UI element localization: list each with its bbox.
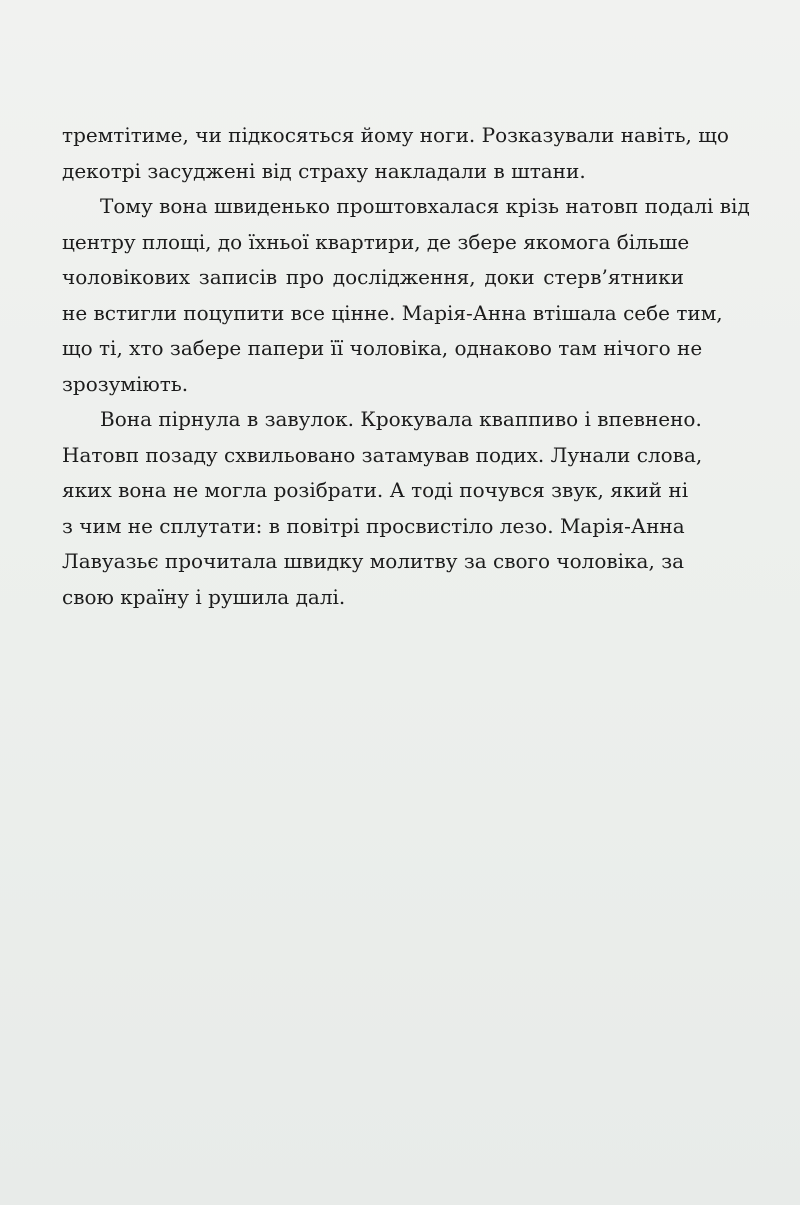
- text-line: центру площі, до їхньої квартири, де збере якомога більше: [62, 229, 690, 254]
- text-line: не встигли поцупити все цінне. Марія-Анна втішала себе тим,: [62, 300, 723, 325]
- text-line: зрозуміють.: [62, 371, 189, 396]
- text-line: свою країну і рушила далі.: [62, 584, 346, 609]
- paragraph-2: [62, 189, 750, 402]
- text-line: тремтітиме, чи підкосяться йому ноги. Розказували навіть, що: [62, 123, 729, 147]
- text-line: декотрі засуджені від страху накладали в штани.: [62, 158, 586, 183]
- text-line: Лавуазьє прочитала швидку молитву за свого чоловіка, за: [62, 549, 685, 573]
- text-line: чоловікових записів про дослідження, доки стерв’ятники: [62, 265, 684, 289]
- body-text: [62, 118, 750, 615]
- text-line: яких вона не могла розібрати. А тоді почувся звук, який ні: [62, 478, 689, 502]
- paragraph-1: [62, 118, 729, 189]
- text-line: Натовп позаду схвильовано затамував подих. Лунали слова,: [62, 442, 703, 467]
- text-line: що ті, хто забере папери її чоловіка, однаково там нічого не: [62, 336, 703, 360]
- text-line: Вона пірнула в завулок. Крокувала кваппиво і впевнено.: [100, 407, 702, 431]
- text-line: з чим не сплутати: в повітрі просвистіло лезо. Марія-Анна: [62, 513, 685, 538]
- text-line: Тому вона швиденько проштовхалася крізь натовп подалі від: [100, 194, 750, 218]
- paragraph-3: [62, 402, 703, 615]
